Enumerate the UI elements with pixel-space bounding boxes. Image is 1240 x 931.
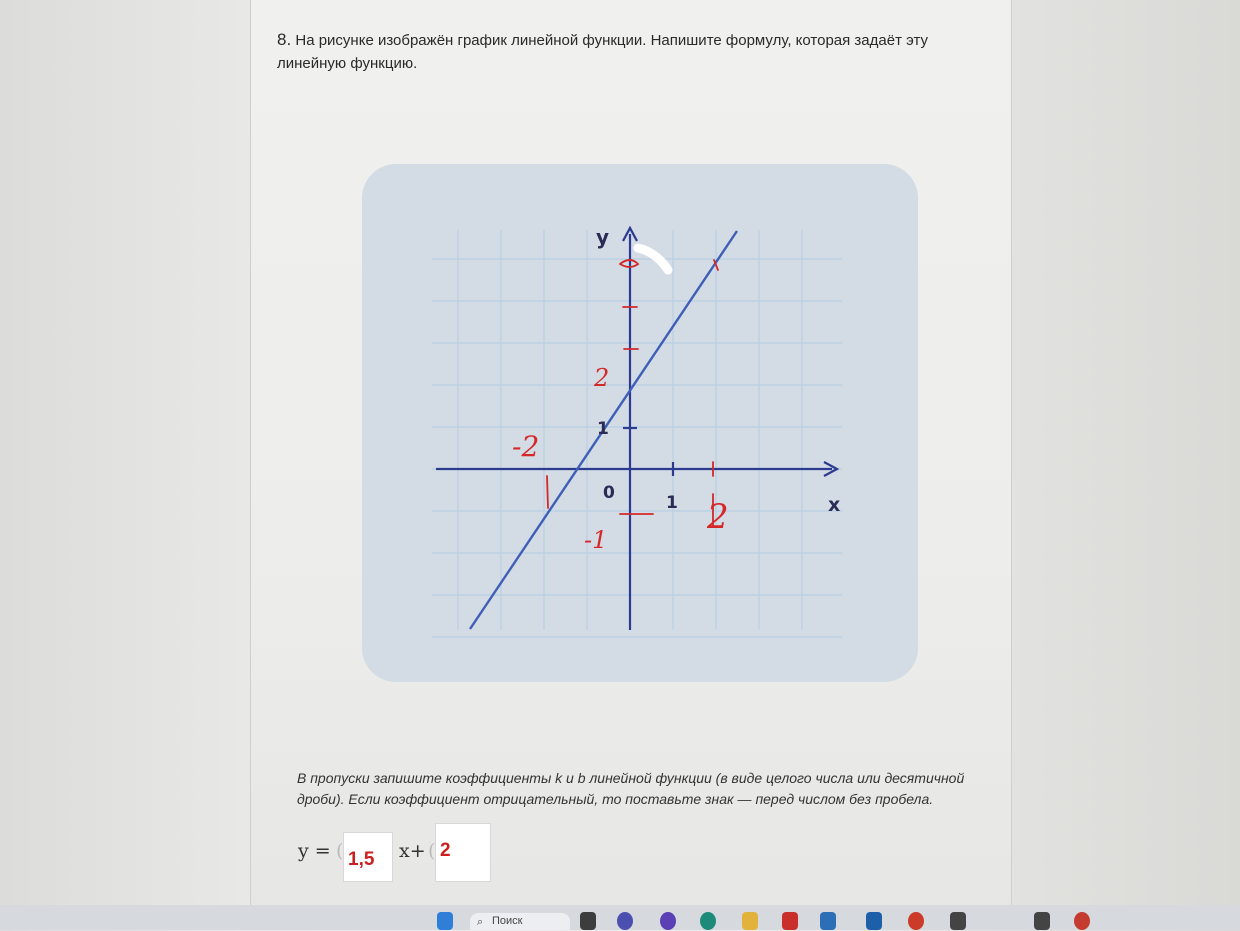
teams-icon[interactable] <box>617 912 633 930</box>
app5-icon[interactable] <box>1034 912 1050 930</box>
handwritten-annotations <box>547 260 718 526</box>
question-number: 8. <box>277 30 292 49</box>
formula-paren-open: ( <box>336 840 344 862</box>
app6-icon[interactable] <box>1074 912 1090 930</box>
instructions-text: В пропуски запишите коэффициенты k и b линейной функции (в виде целого числа или десятичной дроби). Если коэффициент отрицательный, то поставьте знак — перед числом без пробела. <box>297 770 965 807</box>
search-icon: ⌕ <box>477 916 484 928</box>
formula-paren-open-2: ( <box>428 840 436 862</box>
store-icon[interactable] <box>820 912 836 930</box>
linear-function-graph <box>362 164 918 682</box>
y-axis-label: y <box>596 225 610 249</box>
k-value: 1,5 <box>348 849 375 870</box>
b-value: 2 <box>440 840 451 861</box>
taskbar-search[interactable] <box>470 913 570 930</box>
k-answer-input[interactable] <box>343 832 393 882</box>
handwritten-x-minus-two: -2 <box>512 430 540 463</box>
folder-icon[interactable] <box>742 912 758 930</box>
origin-label: 0 <box>603 483 615 503</box>
question-body: На рисунке изображён график линейной функции. Напишите формулу, которая задаёт эту линейную функцию. <box>277 32 928 72</box>
handwritten-y-minus-one: -1 <box>584 526 608 554</box>
handwritten-y-two: 2 <box>594 364 610 392</box>
question-text <box>277 28 967 75</box>
files-icon[interactable] <box>580 912 596 930</box>
grid <box>432 230 842 637</box>
x-axis-label: x <box>828 494 841 516</box>
handwritten-x-two: 2 <box>707 497 729 537</box>
app-icon[interactable] <box>660 912 676 930</box>
gmail-icon[interactable] <box>782 912 798 930</box>
y-tick-label: 1 <box>597 419 609 439</box>
search-label: Поиск <box>492 915 523 927</box>
app4-icon[interactable] <box>950 912 966 930</box>
handwritten-vert-xm2 <box>547 476 548 508</box>
edge-icon[interactable] <box>700 912 716 930</box>
formula-row <box>298 820 698 890</box>
windows-start-icon[interactable] <box>437 912 453 930</box>
formula-middle: x+ <box>399 840 426 862</box>
formula-prefix: y = <box>298 840 331 862</box>
b-answer-input[interactable] <box>435 823 491 882</box>
app3-icon[interactable] <box>908 912 924 930</box>
x-tick-label: 1 <box>666 493 678 513</box>
app2-icon[interactable] <box>866 912 882 930</box>
